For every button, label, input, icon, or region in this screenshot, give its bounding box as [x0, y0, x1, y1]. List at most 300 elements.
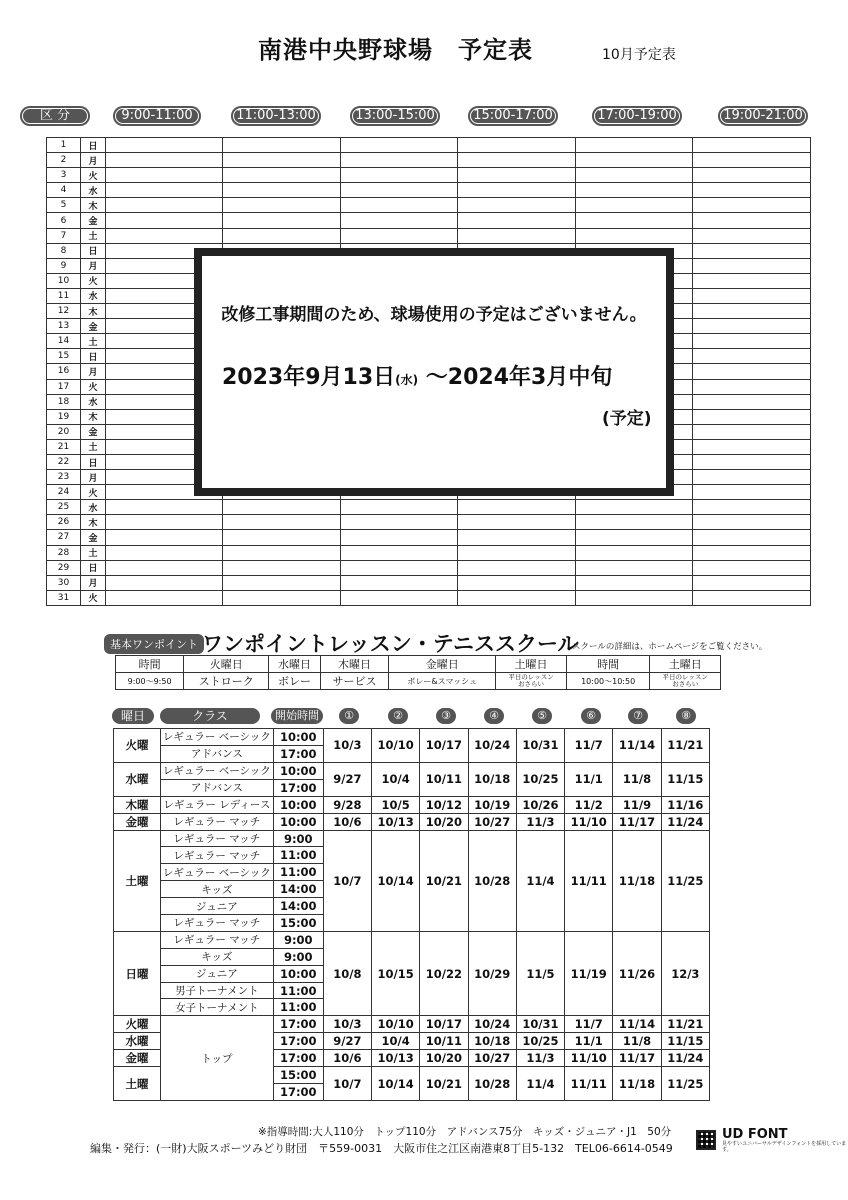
day-of-week: 月 [80, 470, 105, 485]
time-slot-cell [575, 153, 693, 168]
session-date: 11/10 [565, 1050, 613, 1067]
day-of-week: 日 [80, 560, 105, 575]
day-number: 18 [47, 394, 81, 409]
time-slot-cell [105, 500, 223, 515]
time-slot-cell [458, 228, 576, 243]
day-number: 12 [47, 304, 81, 319]
day-of-week: 木 [80, 198, 105, 213]
lesson-tag: 基本ワンポイント [104, 634, 204, 654]
class-start-time: 9:00 [273, 948, 323, 965]
session-date: 10/12 [420, 796, 468, 813]
time-slot-cell [693, 500, 811, 515]
class-row [114, 729, 710, 746]
time-slot-cell [340, 500, 458, 515]
session-date: 11/19 [565, 931, 613, 1015]
lesson-header-cell: 時間 [116, 656, 184, 673]
time-slot-cell [223, 153, 341, 168]
day-number: 4 [47, 183, 81, 198]
header-slot-4: 15:00-17:00 [468, 106, 558, 126]
ud-font-text: UD FONT [722, 1127, 788, 1142]
time-slot-cell [458, 153, 576, 168]
one-point-lesson-table [115, 655, 721, 690]
qr-code-icon [696, 1130, 716, 1150]
time-slot-cell [340, 545, 458, 560]
time-slot-cell [693, 258, 811, 273]
session-date: 10/22 [420, 931, 468, 1015]
session-date: 10/27 [468, 813, 516, 830]
day-of-week: 水 [80, 183, 105, 198]
lesson-header-cell: 水曜日 [269, 656, 321, 673]
time-slot-cell [458, 168, 576, 183]
schedule-row [47, 228, 811, 243]
class-row [114, 830, 710, 847]
day-of-week: 日 [80, 349, 105, 364]
time-slot-cell [575, 590, 693, 605]
class-day: 金曜 [114, 1050, 161, 1067]
class-start-time: 14:00 [273, 898, 323, 915]
schedule-row [47, 530, 811, 545]
class-start-time: 17:00 [273, 1016, 323, 1033]
time-slot-cell [105, 153, 223, 168]
session-date: 11/24 [661, 1050, 709, 1067]
day-of-week: 金 [80, 530, 105, 545]
schedule-row [47, 545, 811, 560]
day-number: 16 [47, 364, 81, 379]
day-of-week: 土 [80, 545, 105, 560]
class-name: トップ [160, 1016, 273, 1101]
time-slot-cell [223, 138, 341, 153]
day-number: 23 [47, 470, 81, 485]
class-day: 土曜 [114, 830, 161, 931]
session-date: 10/10 [372, 729, 420, 763]
time-slot-cell [458, 560, 576, 575]
time-slot-cell [458, 515, 576, 530]
notice-weekday: (水) [395, 373, 419, 387]
day-of-week: 日 [80, 454, 105, 469]
day-number: 17 [47, 379, 81, 394]
day-number: 8 [47, 243, 81, 258]
time-slot-cell [105, 590, 223, 605]
time-slot-cell [693, 575, 811, 590]
time-slot-cell [693, 153, 811, 168]
schedule-row [47, 138, 811, 153]
lesson-header-cell: 土曜日 [650, 656, 721, 673]
class-name: キッズ [160, 948, 273, 965]
class-start-time: 14:00 [273, 881, 323, 898]
day-number: 11 [47, 288, 81, 303]
time-slot-cell [693, 243, 811, 258]
time-slot-cell [575, 560, 693, 575]
class-name: レギュラー レディース [160, 796, 273, 813]
time-slot-cell [340, 153, 458, 168]
header-slot-5: 17:00-19:00 [592, 106, 682, 126]
class-start-time: 17:00 [273, 1084, 323, 1101]
schedule-row [47, 183, 811, 198]
time-slot-cell [458, 183, 576, 198]
class-start-time: 17:00 [273, 1050, 323, 1067]
session-date: 11/24 [661, 813, 709, 830]
day-of-week: 土 [80, 334, 105, 349]
class-row [114, 762, 710, 779]
lesson-value-cell: ボレー [269, 673, 321, 690]
session-date: 10/14 [372, 830, 420, 931]
time-slot-cell [458, 500, 576, 515]
session-date: 10/28 [468, 1067, 516, 1101]
session-date: 11/18 [613, 1067, 661, 1101]
class-start-time: 10:00 [273, 762, 323, 779]
session-date: 10/20 [420, 813, 468, 830]
time-slot-cell [223, 590, 341, 605]
time-slot-cell [105, 183, 223, 198]
session-date: 11/7 [565, 1016, 613, 1033]
time-slot-cell [223, 198, 341, 213]
session-date: 10/8 [323, 931, 371, 1015]
notice-tentative: (予定) [602, 409, 652, 429]
session-date: 10/7 [323, 1067, 371, 1101]
session-date: 11/7 [565, 729, 613, 763]
lesson-header-cell: 火曜日 [184, 656, 269, 673]
session-number-badge: ② [388, 708, 408, 724]
session-date: 10/24 [468, 729, 516, 763]
class-start-time: 17:00 [273, 1033, 323, 1050]
header-slot-6: 19:00-21:00 [718, 106, 808, 126]
session-date: 10/31 [516, 1016, 564, 1033]
class-start-time: 9:00 [273, 830, 323, 847]
schedule-row [47, 213, 811, 228]
time-slot-cell [340, 183, 458, 198]
time-slot-cell [340, 213, 458, 228]
time-slot-cell [458, 213, 576, 228]
session-date: 11/25 [661, 830, 709, 931]
day-of-week: 火 [80, 273, 105, 288]
day-number: 10 [47, 273, 81, 288]
session-date: 10/31 [516, 729, 564, 763]
schedule-row [47, 500, 811, 515]
session-date: 11/3 [516, 813, 564, 830]
session-date: 10/19 [468, 796, 516, 813]
day-number: 27 [47, 530, 81, 545]
class-start-time: 17:00 [273, 745, 323, 762]
session-date: 11/4 [516, 830, 564, 931]
session-date: 10/21 [420, 1067, 468, 1101]
session-number-badge: ⑤ [532, 708, 552, 724]
class-start-time: 15:00 [273, 1067, 323, 1084]
class-name: 男子トーナメント [160, 982, 273, 999]
session-date: 10/13 [372, 1050, 420, 1067]
class-start-time: 11:00 [273, 999, 323, 1016]
class-start-time: 11:00 [273, 864, 323, 881]
day-of-week: 日 [80, 138, 105, 153]
session-date: 11/8 [613, 1033, 661, 1050]
class-day: 火曜 [114, 1016, 161, 1033]
session-date: 10/27 [468, 1050, 516, 1067]
session-date: 10/5 [372, 796, 420, 813]
class-start-time: 10:00 [273, 729, 323, 746]
time-slot-cell [340, 138, 458, 153]
class-day: 水曜 [114, 1033, 161, 1050]
time-slot-cell [693, 409, 811, 424]
lesson-value-cell: ボレー&スマッシュ [389, 673, 496, 690]
day-number: 6 [47, 213, 81, 228]
session-date: 10/28 [468, 830, 516, 931]
class-header-class: クラス [160, 708, 260, 724]
time-slot-cell [340, 515, 458, 530]
time-slot-cell [340, 590, 458, 605]
session-date: 10/20 [420, 1050, 468, 1067]
time-slot-cell [693, 424, 811, 439]
time-slot-cell [693, 334, 811, 349]
session-date: 11/14 [613, 729, 661, 763]
session-date: 11/26 [613, 931, 661, 1015]
class-row [114, 813, 710, 830]
time-slot-cell [575, 500, 693, 515]
session-date: 10/18 [468, 762, 516, 796]
session-date: 11/25 [661, 1067, 709, 1101]
session-date: 11/21 [661, 1016, 709, 1033]
header-slot-1: 9:00-11:00 [113, 106, 201, 126]
day-number: 9 [47, 258, 81, 273]
time-slot-cell [105, 530, 223, 545]
day-number: 5 [47, 198, 81, 213]
lesson-value-cell: 9:00～9:50 [116, 673, 184, 690]
class-name: レギュラー マッチ [160, 847, 273, 864]
class-day: 日曜 [114, 931, 161, 1015]
time-slot-cell [223, 560, 341, 575]
session-date: 11/11 [565, 1067, 613, 1101]
page-title: 南港中央野球場 予定表 [258, 36, 533, 64]
time-slot-cell [223, 530, 341, 545]
class-header-day: 曜日 [112, 708, 154, 724]
session-date: 10/18 [468, 1033, 516, 1050]
time-slot-cell [458, 590, 576, 605]
time-slot-cell [575, 138, 693, 153]
day-number: 3 [47, 168, 81, 183]
time-slot-cell [693, 394, 811, 409]
time-slot-cell [693, 590, 811, 605]
time-slot-cell [693, 304, 811, 319]
session-date: 10/6 [323, 1050, 371, 1067]
class-name: レギュラー ベーシック [160, 864, 273, 881]
class-day: 土曜 [114, 1067, 161, 1101]
class-day: 金曜 [114, 813, 161, 830]
session-date: 11/10 [565, 813, 613, 830]
session-date: 10/6 [323, 813, 371, 830]
day-number: 1 [47, 138, 81, 153]
day-number: 25 [47, 500, 81, 515]
notice-period [222, 360, 612, 391]
session-date: 10/17 [420, 729, 468, 763]
ud-font-logo [722, 1128, 848, 1153]
session-date: 11/14 [613, 1016, 661, 1033]
session-number-badge: ④ [484, 708, 504, 724]
time-slot-cell [223, 500, 341, 515]
session-date: 11/17 [613, 813, 661, 830]
session-date: 11/5 [516, 931, 564, 1015]
time-slot-cell [693, 379, 811, 394]
time-slot-cell [693, 439, 811, 454]
session-date: 11/11 [565, 830, 613, 931]
session-date: 11/18 [613, 830, 661, 931]
day-of-week: 土 [80, 228, 105, 243]
time-slot-cell [575, 530, 693, 545]
page-subtitle: 10月予定表 [602, 47, 676, 63]
class-start-time: 10:00 [273, 796, 323, 813]
schedule-row [47, 198, 811, 213]
session-date: 10/24 [468, 1016, 516, 1033]
day-number: 19 [47, 409, 81, 424]
session-date: 10/17 [420, 1016, 468, 1033]
day-number: 22 [47, 454, 81, 469]
session-number-badge: ① [339, 708, 359, 724]
session-date: 9/28 [323, 796, 371, 813]
session-date: 10/21 [420, 830, 468, 931]
session-date: 10/3 [323, 729, 371, 763]
class-day: 火曜 [114, 729, 161, 763]
notice-message: 改修工事期間のため、球場使用の予定はございません。 [221, 305, 647, 325]
class-start-time: 17:00 [273, 779, 323, 796]
lesson-value-cell: サービス [320, 673, 388, 690]
session-date: 10/14 [372, 1067, 420, 1101]
time-slot-cell [105, 575, 223, 590]
class-day: 水曜 [114, 762, 161, 796]
session-date: 10/11 [420, 762, 468, 796]
class-row [114, 796, 710, 813]
class-name: ジュニア [160, 965, 273, 982]
time-slot-cell [693, 198, 811, 213]
time-slot-cell [458, 545, 576, 560]
class-schedule-table [113, 728, 710, 1101]
lesson-value-cell: 平日のレッスン おさらい [650, 673, 721, 690]
time-slot-cell [105, 213, 223, 228]
time-slot-cell [693, 364, 811, 379]
time-slot-cell [693, 228, 811, 243]
class-start-time: 10:00 [273, 965, 323, 982]
day-of-week: 月 [80, 364, 105, 379]
lesson-value-cell: 平日のレッスン おさらい [496, 673, 566, 690]
session-date: 10/25 [516, 1033, 564, 1050]
class-name: レギュラー ベーシック [160, 729, 273, 746]
day-number: 29 [47, 560, 81, 575]
time-slot-cell [340, 198, 458, 213]
session-date: 10/25 [516, 762, 564, 796]
day-of-week: 月 [80, 153, 105, 168]
schedule-row [47, 515, 811, 530]
session-date: 11/17 [613, 1050, 661, 1067]
session-date: 10/29 [468, 931, 516, 1015]
day-number: 26 [47, 515, 81, 530]
day-of-week: 水 [80, 500, 105, 515]
schedule-row [47, 575, 811, 590]
time-slot-cell [105, 515, 223, 530]
day-of-week: 火 [80, 485, 105, 500]
notice-end-date: ～2024年3月中旬 [418, 365, 613, 390]
class-name: レギュラー マッチ [160, 931, 273, 948]
footer-note: ※指導時間:大人110分 トップ110分 アドバンス75分 キッズ・ジュニア・J1 50分 [258, 1126, 672, 1138]
time-slot-cell [105, 228, 223, 243]
session-date: 11/1 [565, 762, 613, 796]
lesson-header-cell: 時間 [566, 656, 650, 673]
time-slot-cell [693, 470, 811, 485]
time-slot-cell [340, 168, 458, 183]
time-slot-cell [105, 560, 223, 575]
class-start-time: 11:00 [273, 982, 323, 999]
class-day: 木曜 [114, 796, 161, 813]
session-date: 10/3 [323, 1016, 371, 1033]
time-slot-cell [693, 273, 811, 288]
session-number-badge: ⑧ [676, 708, 696, 724]
time-slot-cell [693, 454, 811, 469]
time-slot-cell [693, 515, 811, 530]
time-slot-cell [223, 228, 341, 243]
time-slot-cell [458, 138, 576, 153]
session-date: 11/21 [661, 729, 709, 763]
time-slot-cell [575, 213, 693, 228]
time-slot-cell [693, 168, 811, 183]
lesson-note: スクールの詳細は、ホームページをご覧ください。 [572, 642, 768, 652]
session-number-badge: ⑥ [581, 708, 601, 724]
class-start-time: 10:00 [273, 813, 323, 830]
time-slot-cell [693, 213, 811, 228]
class-name: アドバンス [160, 745, 273, 762]
day-number: 2 [47, 153, 81, 168]
session-number-badge: ③ [436, 708, 456, 724]
session-date: 11/3 [516, 1050, 564, 1067]
day-number: 30 [47, 575, 81, 590]
header-division: 区 分 [20, 106, 90, 126]
time-slot-cell [340, 530, 458, 545]
day-of-week: 月 [80, 258, 105, 273]
class-header-time: 開始時間 [271, 708, 323, 724]
session-date: 9/27 [323, 762, 371, 796]
day-number: 24 [47, 485, 81, 500]
session-date: 11/4 [516, 1067, 564, 1101]
time-slot-cell [105, 138, 223, 153]
time-slot-cell [575, 515, 693, 530]
schedule-row [47, 153, 811, 168]
class-name: 女子トーナメント [160, 999, 273, 1016]
day-of-week: 水 [80, 394, 105, 409]
time-slot-cell [105, 545, 223, 560]
day-of-week: 木 [80, 515, 105, 530]
time-slot-cell [575, 168, 693, 183]
day-number: 15 [47, 349, 81, 364]
session-date: 9/27 [323, 1033, 371, 1050]
session-date: 10/10 [372, 1016, 420, 1033]
day-number: 31 [47, 590, 81, 605]
day-of-week: 金 [80, 424, 105, 439]
day-of-week: 火 [80, 379, 105, 394]
day-of-week: 金 [80, 213, 105, 228]
class-name: レギュラー マッチ [160, 830, 273, 847]
session-date: 10/13 [372, 813, 420, 830]
ud-font-caption: 見やすいユニバーサルデザインフォントを採用しています。 [722, 1141, 847, 1153]
day-of-week: 火 [80, 168, 105, 183]
time-slot-cell [693, 530, 811, 545]
class-name: キッズ [160, 881, 273, 898]
lesson-header-cell: 金曜日 [389, 656, 496, 673]
day-of-week: 火 [80, 590, 105, 605]
class-row [114, 931, 710, 948]
time-slot-cell [575, 198, 693, 213]
lesson-title: ワンポイントレッスン・テニススクール [202, 632, 579, 656]
session-date: 10/4 [372, 1033, 420, 1050]
time-slot-cell [223, 575, 341, 590]
time-slot-cell [340, 560, 458, 575]
time-slot-cell [223, 213, 341, 228]
time-slot-cell [693, 138, 811, 153]
schedule-row [47, 560, 811, 575]
time-slot-cell [223, 515, 341, 530]
